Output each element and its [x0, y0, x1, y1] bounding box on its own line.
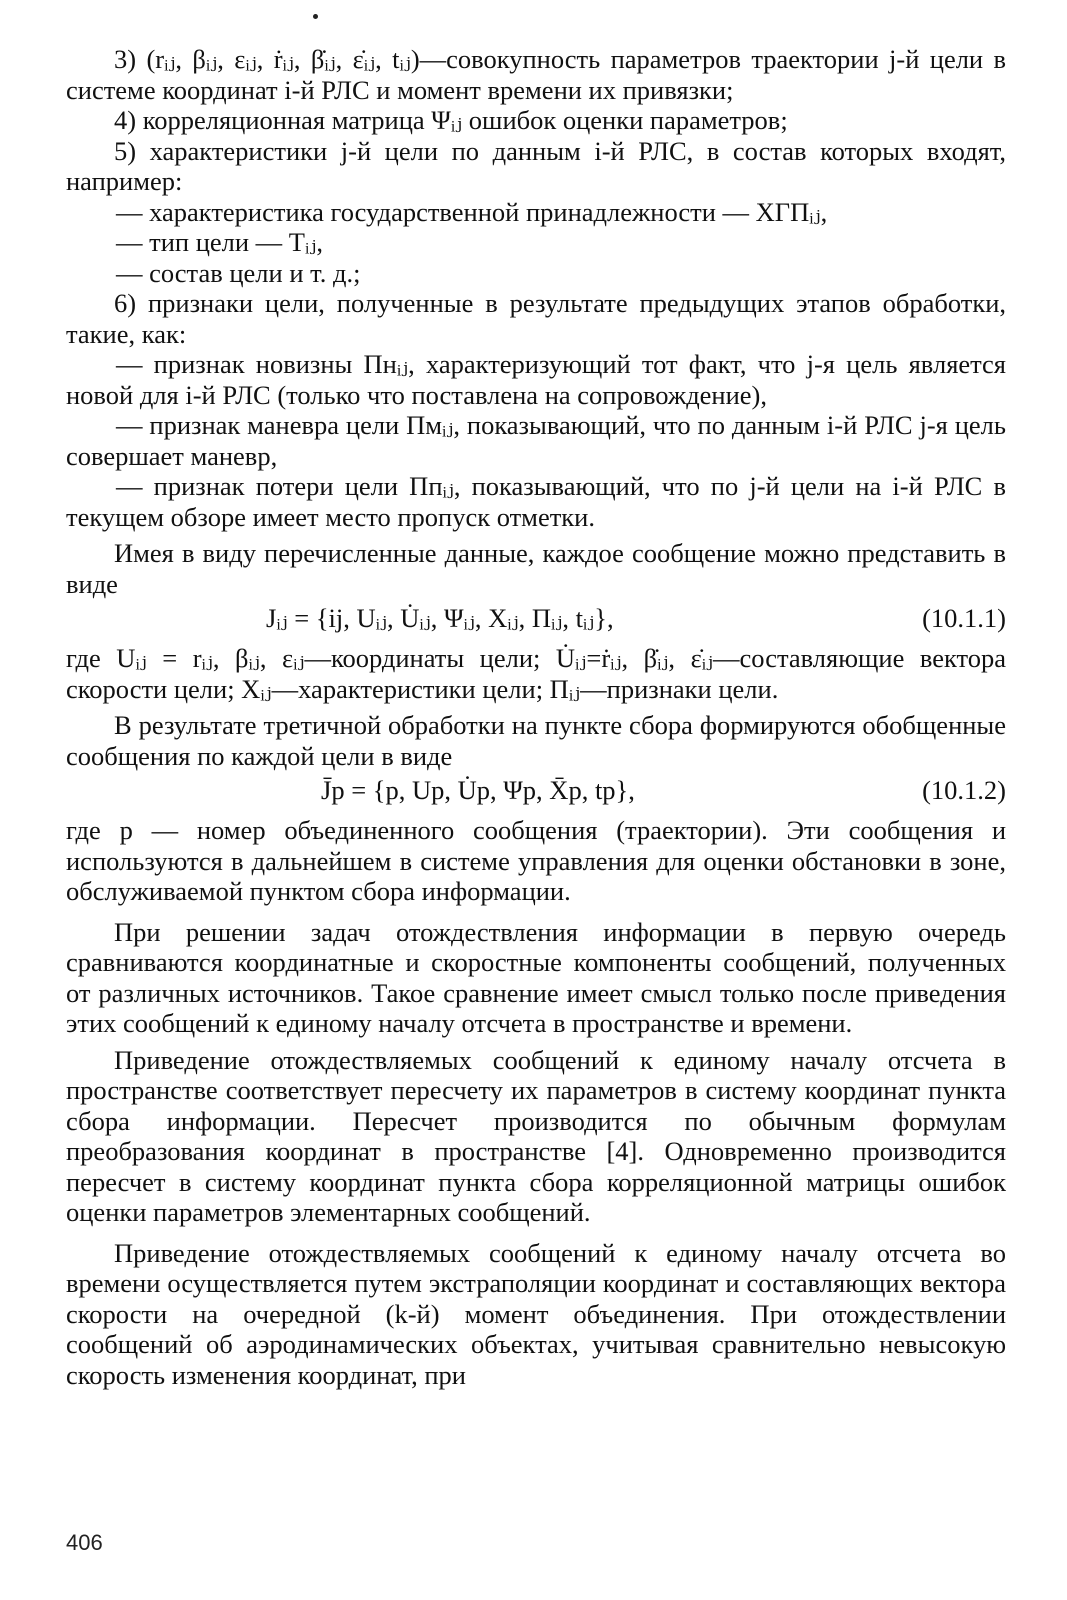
item-4-correlation-matrix: 4) корреляционная матрица Ψᵢⱼ ошибок оценки параметров;	[114, 105, 788, 135]
page-number: 406	[66, 1530, 103, 1555]
sub-item-maneuver-flag: — признак маневра цели Пмᵢⱼ, показывающий, что по данным i-й РЛС j-я цель совершает маневр,	[66, 410, 1006, 471]
sub-item-state-ownership: — характеристика государственной принадлежности — ХГПᵢⱼ,	[116, 196, 828, 227]
paragraph-space-reduction: Приведение отождествляемых сообщений к единому началу отсчета в пространстве соответствует пересчету их параметров в систему координат пункта сбора информации. Пересчет производится по обычным формулам преобразования координат в пространстве [4]. Одновременно производится пересчет в систему координат пункта сбора корреляционной матрицы ошибок оценки параметров элементарных сообщений.	[66, 1044, 1006, 1227]
paragraph-time-reduction: Приведение отождествляемых сообщений к единому началу отсчета во времени осуществляется путем экстраполяции координат и составляющих вектора скорости на очередной (k-й) момент объединения. При отождествлении сообщений об аэродинамических объектах, учитывая сравнительно невысокую скорость изменения координат, при	[66, 1237, 1006, 1390]
page-body	[66, 44, 1006, 1390]
paragraph-identification-tasks: При решении задач отождествления информации в первую очередь сравниваются координатные и скоростные компоненты сообщений, полученных от различных источников. Такое сравнение имеет смысл только после приведения этих сообщений к единому началу отсчета в пространстве и времени.	[66, 916, 1006, 1038]
paragraph-formula-1-legend: где Uᵢⱼ = rᵢⱼ, βᵢⱼ, εᵢⱼ—координаты цели; U̇ᵢⱼ=ṙᵢⱼ, β̇ᵢⱼ, ε̇ᵢⱼ—составляющие вектора скорости цели; Xᵢⱼ—характеристики цели; Пᵢⱼ—признаки цели.	[66, 643, 1006, 704]
formula-10-1-1	[66, 603, 1006, 637]
formula-number: (10.1.1)	[922, 603, 1006, 633]
sub-item-target-type: — тип цели — Tᵢⱼ,	[116, 227, 323, 257]
item-5-target-characteristics: 5) характеристики j-й цели по данным i-й РЛС, в состав которых входят, например:	[66, 135, 1006, 196]
sub-item-target-composition: — состав цели и т. д.;	[116, 257, 361, 288]
item-3-trajectory-params: 3) (rᵢⱼ, βᵢⱼ, εᵢⱼ, ṙᵢⱼ, β̇ᵢⱼ, ε̇ᵢⱼ, tᵢⱼ)—совокупность параметров траектории j-й цели в системе координат i-й РЛС и момент времени их привязки;	[66, 44, 1006, 105]
item-6-target-attributes: 6) признаки цели, полученные в результате предыдущих этапов обработки, такие, как:	[66, 288, 1006, 349]
sub-item-novelty-flag: — признак новизны Пнᵢⱼ, характеризующий тот факт, что j-я цель является новой для i-й РЛС (только что поставлена на сопровождение),	[66, 349, 1006, 410]
formula-expression: Jᵢⱼ = {ij, Uᵢⱼ, U̇ᵢⱼ, Ψᵢⱼ, Xᵢⱼ, Пᵢⱼ, tᵢⱼ},	[266, 603, 614, 633]
formula-number: (10.1.2)	[922, 775, 1006, 805]
formula-expression: J̄р = {р, Uр, U̇р, Ψр, X̄р, tр},	[321, 775, 635, 805]
paragraph-tertiary-processing: В результате третичной обработки на пункте сбора формируются обобщенные сообщения по каждой цели в виде	[66, 710, 1006, 771]
paragraph-message-form: Имея в виду перечисленные данные, каждое сообщение можно представить в виде	[66, 538, 1006, 599]
stray-dot-mark	[313, 14, 318, 19]
formula-10-1-2	[66, 775, 1006, 809]
paragraph-formula-2-legend: где р — номер объединенного сообщения (траектории). Эти сообщения и используются в дальнейшем в системе управления для оценки обстановки в зоне, обслуживаемой пунктом сбора информации.	[66, 815, 1006, 906]
sub-item-loss-flag: — признак потери цели Ппᵢⱼ, показывающий, что по j-й цели на i-й РЛС в текущем обзоре имеет место пропуск отметки.	[66, 471, 1006, 532]
